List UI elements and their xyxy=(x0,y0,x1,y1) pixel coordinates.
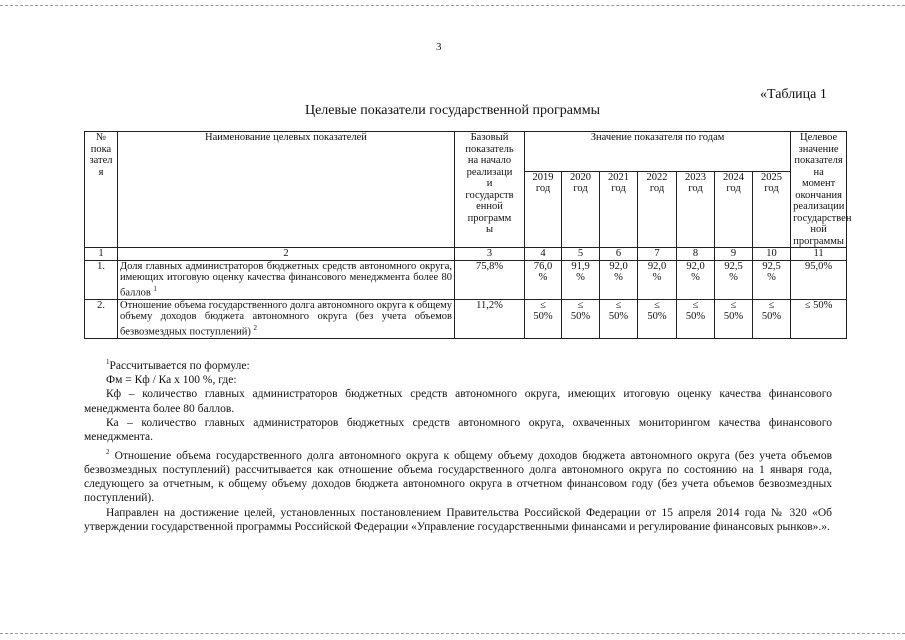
header-target: Целевое значение показателя на момент окончания реализации государствен ной программы xyxy=(791,132,847,248)
page-title: Целевые показатели государственной программы xyxy=(304,103,601,118)
header-year: 2025 год xyxy=(753,171,791,247)
page-number: 3 xyxy=(436,41,442,53)
header-year: 2019 год xyxy=(525,171,562,247)
header-year: 2023 год xyxy=(677,171,715,247)
column-number: 3 xyxy=(455,248,525,261)
indicator-name: Отношение объема государственного долга автономного округа к общему объему доходов бюджета автономного округа (без учета объемов безвозмездных поступлений) $^2$ xyxy=(118,299,455,338)
year-value: ≤ 50% xyxy=(753,299,791,338)
target-value: ≤ 50% xyxy=(791,299,847,338)
column-number: 1 xyxy=(85,248,118,261)
year-value: ≤ 50% xyxy=(677,299,715,338)
column-number: 6 xyxy=(600,248,638,261)
header-year: 2021 год xyxy=(600,171,638,247)
base-value: 75,8% xyxy=(455,260,525,299)
column-number: 8 xyxy=(677,248,715,261)
scan-edge-top xyxy=(0,5,905,6)
formula: Фм = Кф / Ка х 100 %, где: xyxy=(106,374,237,387)
footnote-2: $^2$ Отношение объема государственного долга автономного округа к общему объему доходов бюджета автономного округа (без учета объемов безвозмездных поступлений) рассчитывается как отношение объема государственного долга автономного округа по состоянию на 1 января года, следующего за отчетным, к общему объему доходов бюджета автономного округа в отчетном финансовом году (без учета объемов безвозмездных поступлений). xyxy=(84,447,833,505)
year-value: 92,0 % xyxy=(638,260,677,299)
year-value: 92,0 % xyxy=(600,260,638,299)
column-number: 7 xyxy=(638,248,677,261)
year-value: ≤ 50% xyxy=(600,299,638,338)
header-row-1 xyxy=(85,132,847,172)
column-number: 4 xyxy=(525,248,562,261)
row-number: 2. xyxy=(85,299,118,338)
column-number-row xyxy=(85,248,847,261)
table-label: «Таблица 1 xyxy=(760,87,827,102)
year-value: ≤ 50% xyxy=(715,299,753,338)
year-value: 76,0 % xyxy=(525,260,562,299)
table-row xyxy=(85,299,847,338)
base-value: 11,2% xyxy=(455,299,525,338)
header-no: № пока зател я xyxy=(85,132,118,248)
year-value: 91,9 % xyxy=(562,260,600,299)
footnote-1: $^1$Рассчитывается по формуле: xyxy=(106,358,250,372)
column-number: 5 xyxy=(562,248,600,261)
indicator-name: Доля главных администраторов бюджетных средств автономного округа, имеющих итоговую оценку качества финансового менеджмента более 80 баллов $^1$ xyxy=(118,260,455,299)
year-value: 92,5 % xyxy=(753,260,791,299)
column-number: 2 xyxy=(118,248,455,261)
ka-definition: Ка – количество главных администраторов бюджетных средств автономного округа, охваченных мониторингом качества финансового менеджмента. xyxy=(84,417,832,444)
header-year: 2024 год xyxy=(715,171,753,247)
header-year: 2022 год xyxy=(638,171,677,247)
kf-definition: Кф – количество главных администраторов бюджетных средств автономного округа, имеющих итоговую оценку качества финансового менеджмента более 80 баллов. xyxy=(84,388,832,415)
year-value: ≤ 50% xyxy=(562,299,600,338)
year-value: 92,0 % xyxy=(677,260,715,299)
footnotes xyxy=(84,355,832,534)
scan-edge-bottom xyxy=(0,633,905,634)
header-values-group: Значение показателя по годам xyxy=(525,132,791,172)
year-value: 92,5 % xyxy=(715,260,753,299)
column-number: 11 xyxy=(791,248,847,261)
table-row xyxy=(85,260,847,299)
target-value: 95,0% xyxy=(791,260,847,299)
header-year: 2020 год xyxy=(562,171,600,247)
header-base: Базовый показатель на начало реализаци и государств енной программ ы xyxy=(455,132,525,248)
column-number: 9 xyxy=(715,248,753,261)
year-value: ≤ 50% xyxy=(638,299,677,338)
directive-paragraph: Направлен на достижение целей, установленных постановлением Правительства Российской Федерации от 15 апреля 2014 года № 320 «Об утверждении государственной программы Российской Федерации «Управление государственными финансами и регулирование финансовых рынков».». xyxy=(84,506,832,533)
targets-table xyxy=(84,131,852,339)
row-number: 1. xyxy=(85,260,118,299)
column-number: 10 xyxy=(753,248,791,261)
header-name: Наименование целевых показателей xyxy=(118,132,455,248)
year-value: ≤ 50% xyxy=(525,299,562,338)
